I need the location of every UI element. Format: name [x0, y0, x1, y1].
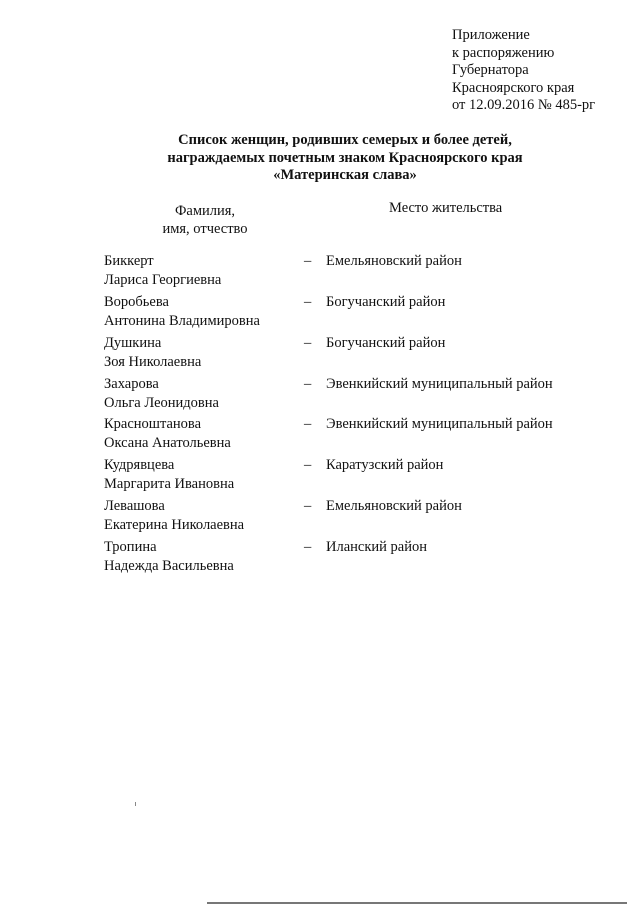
entry-place: Емельяновский район	[326, 253, 462, 269]
list-item	[0, 252, 640, 292]
list-item	[0, 375, 640, 415]
scan-edge-line	[207, 902, 627, 904]
entry-surname: Биккерт	[104, 253, 154, 269]
entry-given-names: Оксана Анатольевна	[104, 434, 231, 451]
entry-place: Каратузский район	[326, 457, 444, 473]
appendix-line: от 12.09.2016 № 485-рг	[452, 97, 596, 114]
column-header-name	[140, 203, 270, 238]
entry-place: Эвенкийский муниципальный район	[326, 376, 553, 392]
entry-given-names: Зоя Николаевна	[104, 353, 202, 370]
list-item	[0, 497, 640, 537]
title-line: «Материнская слава»	[273, 167, 417, 183]
column-header-name-line: имя, отчество	[162, 220, 248, 237]
entry-surname: Воробьева	[104, 294, 169, 310]
entry-dash: –	[304, 376, 312, 392]
entry-dash: –	[304, 335, 312, 351]
entry-place: Емельяновский район	[326, 498, 462, 514]
entry-dash: –	[304, 294, 312, 310]
entry-given-names: Ольга Леонидовна	[104, 394, 219, 411]
scan-speck	[135, 802, 136, 806]
entry-surname: Тропина	[104, 539, 157, 555]
entry-dash: –	[304, 416, 312, 432]
entry-surname: Душкина	[104, 335, 162, 351]
document-title	[120, 132, 570, 185]
entry-given-names: Екатерина Николаевна	[104, 516, 245, 533]
entry-dash: –	[304, 498, 312, 514]
column-header-place: Место жительства	[389, 200, 503, 216]
appendix-line: Губернатора	[452, 62, 529, 79]
column-header-name-line: Фамилия,	[174, 203, 236, 219]
appendix-line: Красноярского края	[452, 79, 575, 96]
appendix-block	[452, 27, 595, 115]
entry-given-names: Маргарита Ивановна	[104, 475, 235, 492]
entry-surname: Захарова	[104, 376, 159, 392]
entry-given-names: Лариса Георгиевна	[104, 271, 222, 288]
entry-place: Богучанский район	[326, 294, 446, 310]
entry-place: Богучанский район	[326, 335, 446, 351]
entry-dash: –	[304, 457, 312, 473]
entry-dash: –	[304, 539, 312, 555]
entry-given-names: Надежда Васильевна	[104, 557, 234, 574]
entry-given-names: Антонина Владимировна	[104, 312, 260, 329]
entry-surname: Красноштанова	[104, 416, 202, 432]
list-item	[0, 293, 640, 333]
appendix-line: к распоряжению	[452, 44, 555, 61]
list-item	[0, 538, 640, 578]
title-line: награждаемых почетным знаком Красноярского края	[167, 149, 523, 166]
list-item	[0, 334, 640, 374]
list-item	[0, 415, 640, 455]
entry-surname: Кудрявцева	[104, 457, 175, 473]
entry-dash: –	[304, 253, 312, 269]
entry-place: Эвенкийский муниципальный район	[326, 416, 553, 432]
list-item	[0, 456, 640, 496]
appendix-line: Приложение	[452, 27, 530, 43]
entry-place: Иланский район	[326, 539, 427, 555]
entry-surname: Левашова	[104, 498, 165, 514]
title-line: Список женщин, родивших семерых и более детей,	[178, 132, 512, 148]
